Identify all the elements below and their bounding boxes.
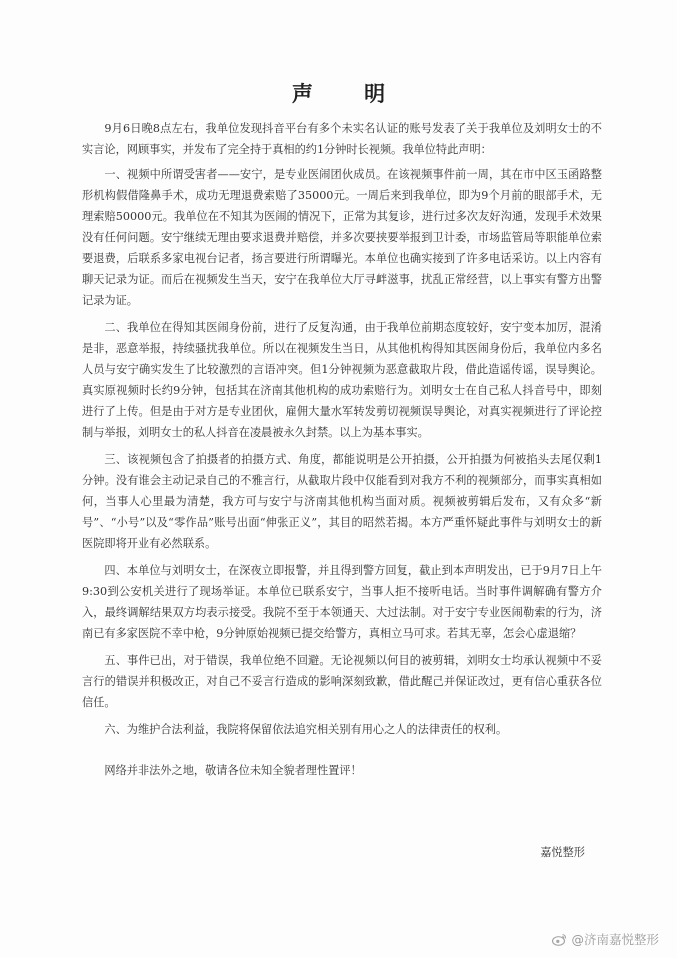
paragraph-point-1: 一、视频中所谓受害者——安宁，是专业医闹团伙成员。在该视频事件前一周，其在市中区玉函路整形机构假借隆鼻手术，成功无理退费索赔了35000元。一周后来到我单位，即为9个月前的眼部手术，无理索赔50000元。我单位在不知其为医闹的情况下，正常为其复诊，进行过多次友好沟通，发现手术效果没有任何问题。安宁继续无理由要求退费并赔偿，并多次要挟要举报到卫计委，市场监管局等职能单位索要退费，后联系多家电视台记者，扬言要进行所谓曝光。本单位也确实接到了许多电话采访。以上内容有聊天记录为证。而后在视频发生当天，安宁在我单位大厅寻衅滋事，扰乱正常经营，以上事实有警方出警记录为证。 (82, 168, 602, 307)
paragraph-point-5: 五、事件已出，对于错误，我单位绝不回避。无论视频以何目的被剪辑，刘明女士均承认视频中不妥言行的错误并积极改正，对自己不妥言行造成的影响深刻致歉，借此醒己并保证改过，更有信心重获各位信任。 (82, 654, 602, 709)
paragraph-point-4: 四、本单位与刘明女士，在深夜立即报警，并且得到警方回复，截止到本声明发出，已于9月7日上午9:30到公安机关进行了现场举证。本单位已联系安宁，当事人拒不接听电话。当时事件调解确有警方介入，最终调解结果双方均表示接受。我院不至于本领通天、大过法制。对于安宁专业医闹勒索的行为，济南已有多家医院不幸中枪，9分钟原始视频已提交给警方，真相立马可求。若其无辜，怎会心虚退缩？ (82, 564, 602, 640)
paragraph-point-2: 二、我单位在得知其医闹身份前，进行了反复沟通，由于我单位前期态度较好，安宁变本加厉，混淆是非，恶意举报，持续骚扰我单位。所以在视频发生当日，从其他机构得知其医闹身份后，我单位内多名人员与安宁确实发生了比较激烈的言语冲突。但1分钟视频为恶意截取片段，借此造谣传谣，误导舆论。真实原视频时长约9分钟，包括其在济南其他机构的成功索赔行为。刘明女士在自己私人抖音号中，即刻进行了上传。但是由于对方是专业团伙，雇佣大量水军转发剪切视频误导舆论，对真实视频进行了评论控制与举报，刘明女士的私人抖音在凌晨被永久封禁。以上为基本事实。 (82, 321, 602, 439)
weibo-icon (552, 933, 567, 946)
weibo-watermark (552, 930, 659, 948)
document-title: 声 明 (291, 81, 408, 106)
closing-line: 网络并非法外之地，敬请各位未知全貌者理性置评！ (104, 764, 362, 777)
document-body (82, 118, 602, 787)
signature: 嘉悦整形 (540, 846, 585, 859)
watermark-text: @济南嘉悦整形 (571, 932, 659, 947)
paragraph-point-3: 三、该视频包含了拍摄者的拍摄方式、角度，都能说明是公开拍摄，公开拍摄为何被掐头去尾仅剩1分钟。没有谁会主动记录自己的不雅言行，从截取片段中仅能看到对我方不利的视频部分，而事实真相如何，当事人心里最为清楚，我方可与安宁与济南其他机构当面对质。视频被剪辑后发布，又有众多“新号”、“小号”以及“零作品”账号出面“伸张正义”，其目的昭然若揭。本方严重怀疑此事件与刘明女士的新医院即将开业有必然联系。 (82, 453, 602, 550)
paragraph-intro: 9月6日晚8点左右，我单位发现抖音平台有多个未实名认证的账号发表了关于我单位及刘明女士的不实言论，网顾事实，并发布了完全持于真相的约1分钟时长视频。我单位特此声明： (82, 122, 602, 156)
paragraph-point-6: 六、为维护合法利益，我院将保留依法追究相关别有用心之人的法律责任的权利。 (104, 723, 508, 736)
